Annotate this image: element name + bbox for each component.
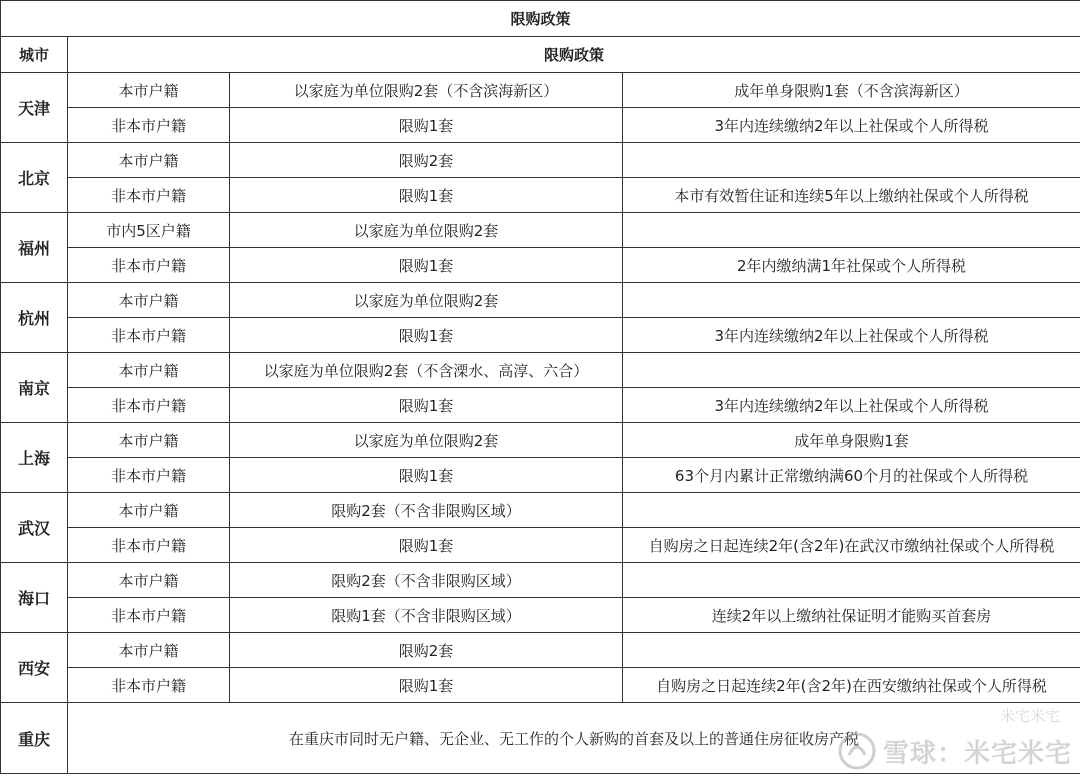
- residence-type: 本市户籍: [68, 423, 230, 458]
- city-name: 上海: [1, 423, 68, 493]
- table-row: [1, 108, 1080, 143]
- purchase-limit: 限购1套: [230, 248, 623, 283]
- table-title: 限购政策: [1, 1, 1080, 37]
- city-name: 南京: [1, 353, 68, 423]
- city-name: 天津: [1, 73, 68, 143]
- residence-type: 本市户籍: [68, 283, 230, 318]
- eligibility-condition: [623, 563, 1080, 598]
- eligibility-condition: 3年内连续缴纳2年以上社保或个人所得税: [623, 108, 1080, 143]
- city-name: 海口: [1, 563, 68, 633]
- header-policy: 限购政策: [68, 37, 1080, 73]
- city-name: 武汉: [1, 493, 68, 563]
- table-row: [1, 528, 1080, 563]
- table-row: [1, 598, 1080, 633]
- eligibility-condition: 成年单身限购1套: [623, 423, 1080, 458]
- purchase-limit: 限购1套: [230, 528, 623, 563]
- residence-type: 本市户籍: [68, 493, 230, 528]
- purchase-limit: 限购1套: [230, 178, 623, 213]
- table-row: [1, 633, 1080, 668]
- table-row: [1, 388, 1080, 423]
- residence-type: 非本市户籍: [68, 598, 230, 633]
- purchase-limit: 以家庭为单位限购2套（不含滨海新区）: [230, 73, 623, 108]
- purchase-limit: 以家庭为单位限购2套: [230, 283, 623, 318]
- header-city: 城市: [1, 37, 68, 73]
- table-header-row: [1, 37, 1080, 73]
- table-row: [1, 73, 1080, 108]
- residence-type: 非本市户籍: [68, 388, 230, 423]
- purchase-limit: 限购1套: [230, 388, 623, 423]
- table-row: [1, 668, 1080, 703]
- purchase-limit: 限购1套: [230, 668, 623, 703]
- table-row: [1, 493, 1080, 528]
- city-name: 北京: [1, 143, 68, 213]
- eligibility-condition: [623, 633, 1080, 668]
- eligibility-condition: 2年内缴纳满1年社保或个人所得税: [623, 248, 1080, 283]
- eligibility-condition: [623, 353, 1080, 388]
- eligibility-condition: 自购房之日起连续2年(含2年)在武汉市缴纳社保或个人所得税: [623, 528, 1080, 563]
- eligibility-condition: [623, 143, 1080, 178]
- city-name: 西安: [1, 633, 68, 703]
- table-row: [1, 563, 1080, 598]
- purchase-limit: 限购2套（不含非限购区域）: [230, 493, 623, 528]
- residence-type: 本市户籍: [68, 73, 230, 108]
- purchase-limit: 限购1套（不含非限购区域）: [230, 598, 623, 633]
- residence-type: 市内5区户籍: [68, 213, 230, 248]
- eligibility-condition: [623, 283, 1080, 318]
- residence-type: 本市户籍: [68, 143, 230, 178]
- residence-type: 非本市户籍: [68, 668, 230, 703]
- residence-type: 非本市户籍: [68, 178, 230, 213]
- residence-type: 非本市户籍: [68, 318, 230, 353]
- purchase-limit: 限购1套: [230, 318, 623, 353]
- residence-type: 非本市户籍: [68, 528, 230, 563]
- city-name: 福州: [1, 213, 68, 283]
- table-row: [1, 283, 1080, 318]
- table-row: [1, 213, 1080, 248]
- purchase-limit: 限购2套（不含非限购区域）: [230, 563, 623, 598]
- residence-type: 非本市户籍: [68, 108, 230, 143]
- eligibility-condition: 连续2年以上缴纳社保证明才能购买首套房: [623, 598, 1080, 633]
- table-row: [1, 178, 1080, 213]
- chongqing-policy: 在重庆市同时无户籍、无企业、无工作的个人新购的首套及以上的普通住房征收房产税: [68, 703, 1080, 774]
- purchase-limit: 以家庭为单位限购2套: [230, 423, 623, 458]
- purchase-limit: 以家庭为单位限购2套（不含溧水、高淳、六合）: [230, 353, 623, 388]
- purchase-limit: 限购2套: [230, 143, 623, 178]
- table-row: [1, 353, 1080, 388]
- eligibility-condition: 3年内连续缴纳2年以上社保或个人所得税: [623, 388, 1080, 423]
- purchase-limit: 限购1套: [230, 108, 623, 143]
- watermark-sub: 米宅米宅: [999, 707, 1060, 725]
- purchase-limit: 限购2套: [230, 633, 623, 668]
- eligibility-condition: [623, 213, 1080, 248]
- eligibility-condition: 本市有效暂住证和连续5年以上缴纳社保或个人所得税: [623, 178, 1080, 213]
- eligibility-condition: 3年内连续缴纳2年以上社保或个人所得税: [623, 318, 1080, 353]
- residence-type: 非本市户籍: [68, 458, 230, 493]
- table-row: [1, 248, 1080, 283]
- table-row: [1, 703, 1080, 774]
- residence-type: 本市户籍: [68, 563, 230, 598]
- table-row: [1, 143, 1080, 178]
- eligibility-condition: 自购房之日起连续2年(含2年)在西安缴纳社保或个人所得税: [623, 668, 1080, 703]
- purchase-limit: 以家庭为单位限购2套: [230, 213, 623, 248]
- city-name: 重庆: [1, 703, 68, 774]
- table-row: [1, 458, 1080, 493]
- purchase-limit: 限购1套: [230, 458, 623, 493]
- table-title-row: [1, 1, 1080, 37]
- city-name: 杭州: [1, 283, 68, 353]
- residence-type: 本市户籍: [68, 353, 230, 388]
- eligibility-condition: 成年单身限购1套（不含滨海新区）: [623, 73, 1080, 108]
- table-row: [1, 423, 1080, 458]
- eligibility-condition: 63个月内累计正常缴纳满60个月的社保或个人所得税: [623, 458, 1080, 493]
- watermark-text: 雪球：米宅米宅: [882, 738, 1072, 769]
- residence-type: 本市户籍: [68, 633, 230, 668]
- table-row: [1, 318, 1080, 353]
- eligibility-condition: [623, 493, 1080, 528]
- residence-type: 非本市户籍: [68, 248, 230, 283]
